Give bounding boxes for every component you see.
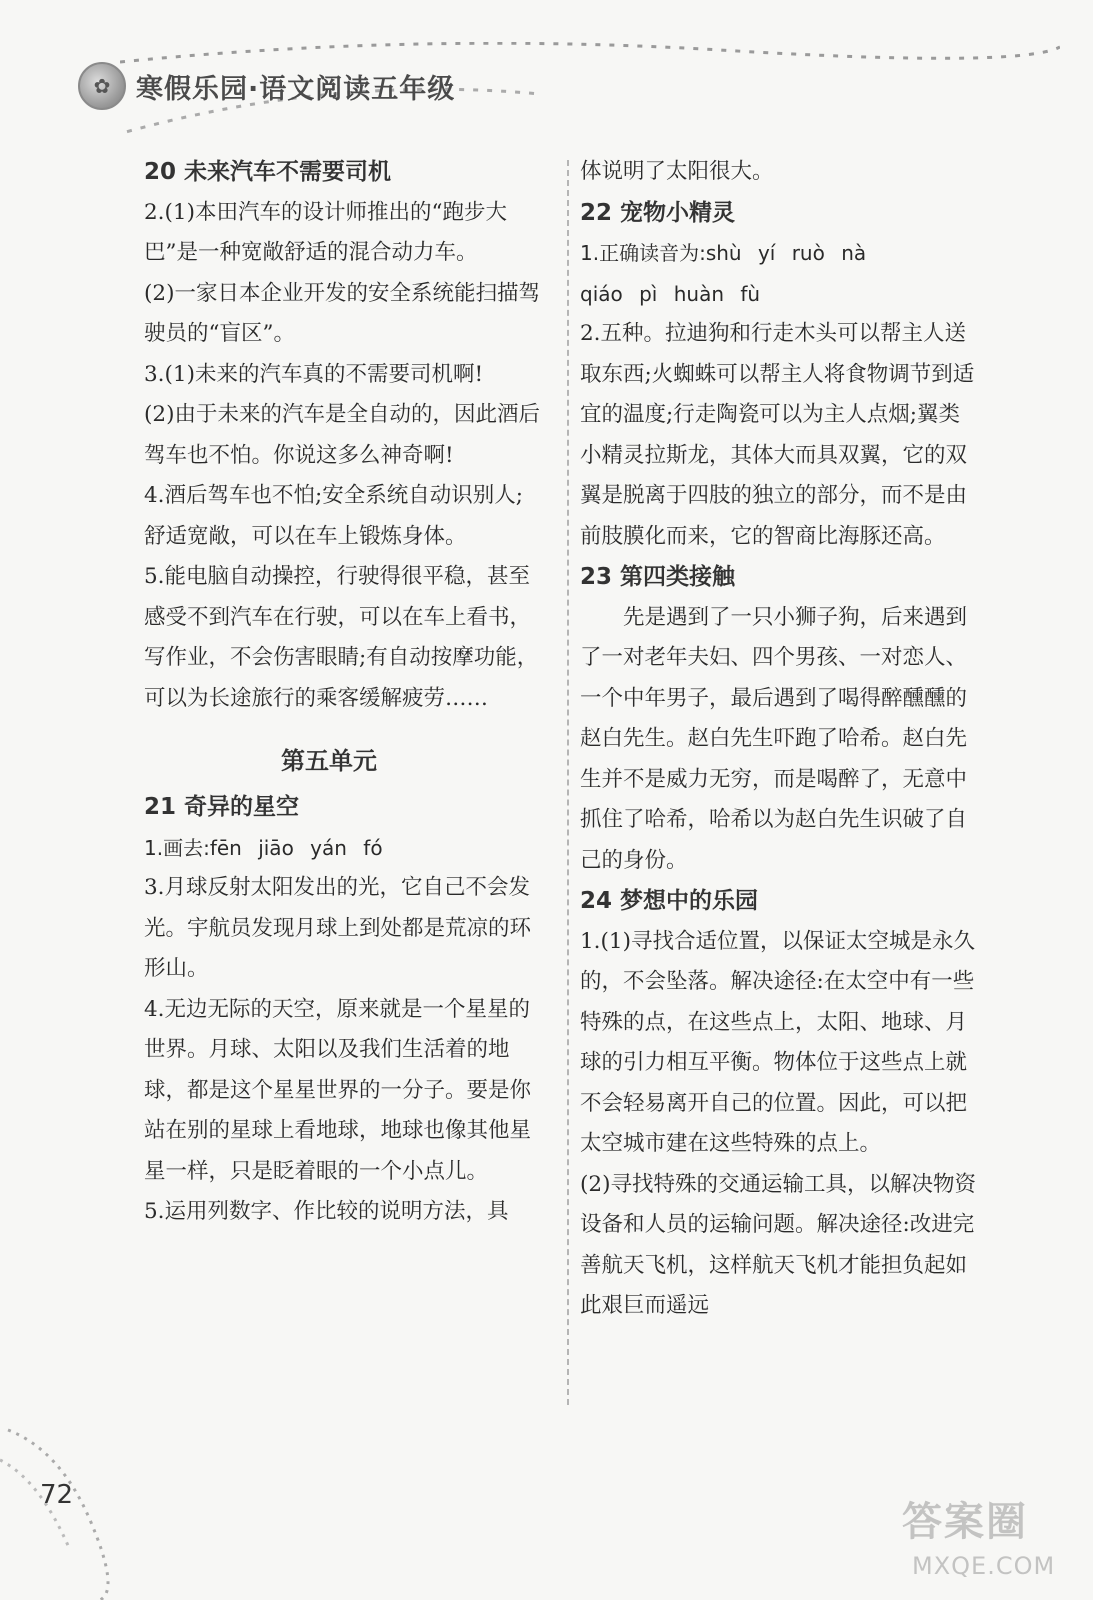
answer-paragraph: 4.无边无际的天空，原来就是一个星星的世界。月球、太阳以及我们生活着的地球，都是这个星星世界的一分子。要是你站在别的星球上看地球，地球也像其他星星一样，只是眨着眼的一个小点儿。 (144, 996, 532, 1184)
answer-paragraph: 1.(1)寻找合适位置，以保证太空城是永久的，不会坠落。解决途径:在太空中有一些特殊的点，在这些点上，太阳、地球、月球的引力相互平衡。物体位于这些点上就不会轻易离开自己的位置。因此，可以把太空城市建在这些特殊的点上。 (580, 928, 975, 1156)
pinyin-line: qiáo pì huàn fù (580, 281, 761, 306)
answer-paragraph: 4.酒后驾车也不怕;安全系统自动识别人;舒适宽敞，可以在车上锻炼身体。 (144, 483, 524, 549)
page-number: 72 (40, 1480, 74, 1510)
page-header (78, 58, 518, 114)
watermark (880, 1490, 1080, 1590)
answer-paragraph: 5.能电脑自动操控，行驶得很平稳，甚至感受不到汽车在行驶，可以在车上看书，写作业，不会伤害眼睛;有自动按摩功能，可以为长途旅行的乘客缓解疲劳…… (144, 564, 539, 711)
answer-paragraph: 5.运用列数字、作比较的说明方法，具 (144, 1199, 509, 1224)
section-title: 21 奇异的星空 (144, 794, 300, 820)
answer-paragraph: 2.(1)本田汽车的设计师推出的“跑步大巴”是一种宽敞舒适的混合动力车。 (144, 199, 507, 265)
section-title: 24 梦想中的乐园 (580, 888, 759, 914)
answer-paragraph: 3.(1)未来的汽车真的不需要司机啊! (144, 361, 484, 387)
header-logo-icon: ✿ (78, 62, 126, 110)
header-title: 寒假乐园·语文阅读五年级 (136, 73, 456, 105)
column-divider (567, 160, 569, 1405)
watermark-text: 答案圈 (902, 1499, 1028, 1545)
answer-paragraph: (2)寻找特殊的交通运输工具，以解决物资设备和人员的运输问题。解决途径:改进完善航天飞机，这样航天飞机才能担负起如此艰巨而遥远 (580, 1171, 976, 1318)
section-title: 23 第四类接触 (580, 564, 736, 590)
pinyin-line: 1.正确读音为:shù yí ruò nà (580, 241, 867, 265)
section-title: 22 宠物小精灵 (580, 199, 736, 226)
watermark-url: MXQE.COM (912, 1552, 1056, 1580)
answer-paragraph: 先是遇到了一只小狮子狗，后来遇到了一对老年夫妇、四个男孩、一对恋人、一个中年男子，最后遇到了喝得醉醺醺的赵白先生。赵白先生吓跑了哈希。赵白先生并不是威力无穷，而是喝醉了，无意中抓住了哈希，哈希以为赵白先生识破了自己的身份。 (580, 604, 968, 873)
answer-paragraph: 2.五种。拉迪狗和行走木头可以帮主人送取东西;火蜘蛛可以帮主人将食物调节到适宜的温度;行走陶瓷可以为主人点烟;翼类小精灵拉斯龙，其体大而具双翼，它的双翼是脱离于四肢的独立的部分，而不是由前肢膜化而来，它的智商比海豚还高。 (580, 321, 975, 549)
answer-paragraph: 体说明了太阳很大。 (580, 159, 774, 184)
answer-paragraph: (2)一家日本企业开发的安全系统能扫描驾驶员的“盲区”。 (144, 280, 540, 346)
unit-title: 第五单元 (281, 747, 377, 775)
section-title: 20 未来汽车不需要司机 (144, 159, 392, 185)
left-column (144, 152, 544, 1233)
answer-paragraph: 3.月球反射太阳发出的光，它自己不会发光。宇航员发现月球上到处都是荒凉的环形山。 (144, 875, 532, 981)
right-column (580, 152, 980, 1327)
pinyin-line: 1.画去:fēn jiāo yán fó (144, 835, 383, 860)
answer-paragraph: (2)由于未来的汽车是全自动的，因此酒后驾车也不怕。你说这多么神奇啊! (144, 402, 540, 468)
